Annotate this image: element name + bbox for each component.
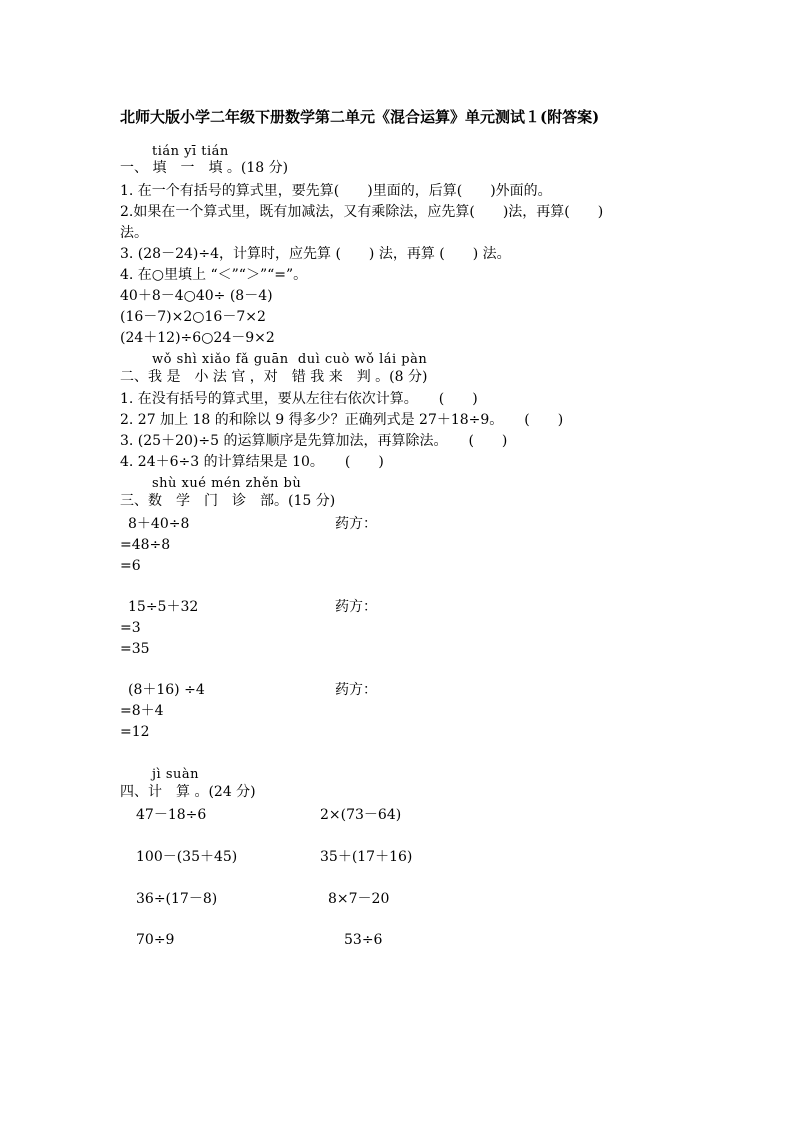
section2-question-3: 3. (25＋20)÷5 的运算顺序是先算加法，再算除法。 ( ) — [120, 433, 508, 449]
section1-question-1: 1. 在一个有括号的算式里，要先算( )里面的，后算( )外面的。 — [120, 183, 552, 199]
problem2-step-2: =35 — [120, 641, 150, 657]
calc-expression-7: 70÷9 — [136, 932, 175, 948]
problem2-step-1: =3 — [120, 620, 141, 636]
section2-question-2: 2. 27 加上 18 的和除以 9 得多少？正确列式是 27＋18÷9。 ( ) — [120, 412, 564, 428]
calc-expression-8: 53÷6 — [344, 932, 383, 948]
section2-question-4: 4. 24＋6÷3 的计算结果是 10。 ( ) — [120, 454, 384, 470]
calc-expression-4: 35＋(17＋16) — [320, 849, 413, 865]
compare-item-1: 40＋8－4○40÷ (8－4) — [120, 288, 273, 304]
section1-question-2-cont: 法。 — [120, 225, 148, 241]
section3-pinyin: shù xué mén zhěn bù — [152, 476, 302, 491]
calc-expression-6: 8×7－20 — [328, 891, 390, 907]
section1-heading: 一、 填 一 填 。(18 分) — [120, 160, 289, 176]
section2-pinyin: wǒ shì xiǎo fǎ guān duì cuò wǒ lái pàn — [152, 352, 428, 367]
compare-item-3: (24＋12)÷6○24－9×2 — [120, 330, 275, 346]
problem1-step-1: =48÷8 — [120, 537, 171, 553]
problem3-step-2: =12 — [120, 724, 150, 740]
section2-heading: 二、我 是 小 法 官 ，对 错 我 来 判 。(8 分) — [120, 369, 428, 385]
section1-question-4: 4. 在○里填上 “＜”“＞”“=”。 — [120, 267, 308, 283]
problem1-step-2: =6 — [120, 558, 141, 574]
section3-heading: 三、数 学 门 诊 部。(15 分) — [120, 493, 336, 509]
section1-question-2: 2.如果在一个算式里，既有加减法，又有乘除法，应先算( )法，再算( ) — [120, 204, 604, 220]
problem1-rx-label: 药方： — [335, 516, 377, 532]
problem3-step-1: =8＋4 — [120, 703, 164, 719]
calc-expression-1: 47－18÷6 — [136, 807, 207, 823]
section1-question-3: 3. (28－24)÷4，计算时，应先算 ( ) 法，再算 ( ) 法。 — [120, 246, 511, 262]
problem2-rx-label: 药方： — [335, 599, 377, 615]
calc-expression-5: 36÷(17－8) — [136, 891, 218, 907]
page-title: 北师大版小学二年级下册数学第二单元《混合运算》单元测试１(附答案) — [120, 108, 600, 126]
section4-heading: 四、计 算 。(24 分) — [120, 784, 256, 800]
compare-item-2: (16－7)×2○16－7×2 — [120, 309, 266, 325]
section1-pinyin: tián yī tián — [152, 144, 229, 159]
problem2-expression: 15÷5＋32 — [128, 599, 199, 615]
section2-question-1: 1. 在没有括号的算式里，要从左往右依次计算。 ( ) — [120, 391, 478, 407]
problem3-rx-label: 药方： — [335, 682, 377, 698]
problem1-expression: 8＋40÷8 — [128, 516, 190, 532]
calc-expression-3: 100－(35＋45) — [136, 849, 238, 865]
section4-pinyin: jì suàn — [152, 767, 199, 782]
calc-expression-2: 2×(73－64) — [320, 807, 402, 823]
problem3-expression: (8＋16) ÷4 — [128, 682, 205, 698]
